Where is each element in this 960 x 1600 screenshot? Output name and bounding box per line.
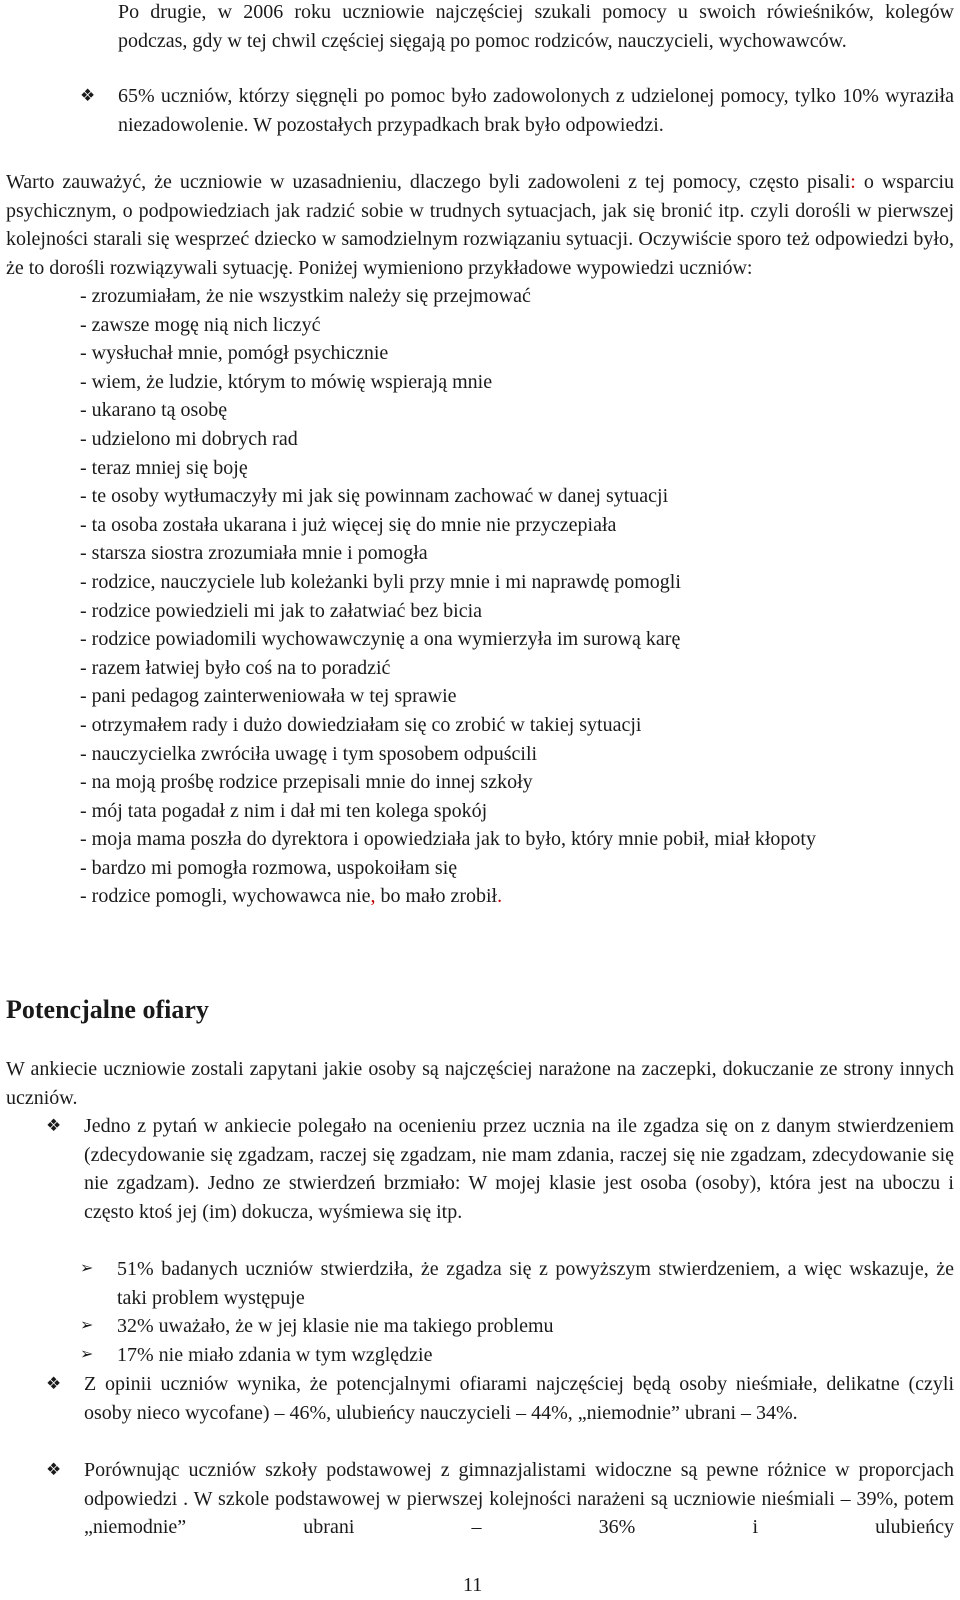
paragraph-w-ankiecie: W ankiecie uczniowie zostali zapytani jakie osoby są najczęściej narażone na zaczepki, dokuczanie ze strony innych uczniów.	[6, 1058, 954, 1109]
quote-item: - udzielono mi dobrych rad	[80, 427, 298, 450]
sub-item-text: 51% badanych uczniów stwierdziła, że zgadza się z powyższym stwierdzeniem, a więc wskazuje, że taki problem występuje	[117, 1258, 954, 1309]
red-colon: :	[850, 171, 856, 193]
quote-item: - mój tata pogadał z nim i dał mi ten kolega spokój	[80, 799, 488, 822]
diamond-bullet-icon: ❖	[46, 1116, 62, 1135]
quote-item: - nauczycielka zwróciła uwagę i tym sposobem odpuścili	[80, 742, 538, 765]
diamond-bullet-icon: ❖	[46, 1374, 62, 1393]
paragraph-warto-zauwazyc	[6, 168, 954, 282]
quote-item: - otrzymałem rady i dużo dowiedziałam się co zrobić w takiej sytuacji	[80, 713, 642, 736]
arrow-bullet-icon: ➢	[80, 1317, 94, 1334]
paragraph-po-drugie: Po drugie, w 2006 roku uczniowie najczęściej szukali pomocy u swoich rówieśników, kolegów podczas, gdy w tej chwil częściej sięgają po pomoc rodziców, nauczycieli, wychowawców.	[118, 1, 954, 52]
text-segment: bo mało zrobił	[375, 885, 498, 908]
quote-item: - teraz mniej się boję	[80, 456, 248, 479]
text-segment: o wsparciu psychicznym, o podpowiedziach jak radzić sobie w trudnych sytuacjach, jak się bronić itp. czyli dorośli w pierwszej kolejności starali się wesprzeć dziecko w samodzielnym rozwiązaniu sytuacji. Oczywiście sporo też odpowiedzi było, że to dorośli rozwiązywali sytuację. Poniżej wymieniono przykładowe wypowiedzi uczniów:	[6, 171, 955, 279]
sub-item-text: 32% uważało, że w jej klasie nie ma takiego problemu	[117, 1315, 554, 1337]
bullet-item-z-opinii	[46, 1370, 954, 1427]
text-segment: - rodzice pomogli, wychowawca nie	[80, 885, 371, 908]
bullet-text: Porównując uczniów szkoły podstawowej z gimnazjalistami widoczne są pewne różnice w proporcjach odpowiedzi . W szkole podstawowej w pierwszej kolejności narażeni są uczniowie nieśmiali – 39%, potem „niemodnie” ubrani – 36% i ulubieńcy	[84, 1459, 954, 1539]
quote-item-last	[80, 882, 954, 911]
quote-item: - rodzice powiadomili wychowawczynię a ona wymierzyła im surową karę	[80, 628, 681, 651]
sub-item-text: 17% nie miało zdania w tym względzie	[117, 1344, 433, 1366]
quote-item: - razem łatwiej było coś na to poradzić	[80, 656, 391, 679]
quote-item: - te osoby wytłumaczyły mi jak się powinnam zachować w danej sytuacji	[80, 485, 669, 508]
quote-item: - wysłuchał mnie, pomógł psychicznie	[80, 342, 389, 365]
arrow-bullet-icon: ➢	[80, 1346, 94, 1363]
sub-item-17-percent	[80, 1341, 954, 1370]
section-heading: Potencjalne ofiary	[6, 995, 209, 1024]
bullet-text: Jedno z pytań w ankiecie polegało na ocenieniu przez ucznia na ile zgadza się on z danym stwierdzeniem (zdecydowanie się zgadzam, raczej się zgadzam, nie mam zdania, raczej się nie zgadzam, zdecydowanie się nie zgadzam). Jedno ze stwierdzeń brzmiało: W mojej klasie jest osoba (osoby), która jest na uboczu i często ktoś jej (im) dokucza, wyśmiewa się itp.	[84, 1115, 954, 1223]
sub-item-32-percent	[80, 1312, 954, 1341]
quote-item: - ukarano tą osobę	[80, 399, 228, 422]
quote-item: - wiem, że ludzie, którym to mówię wspierają mnie	[80, 370, 493, 393]
quote-item: - rodzice, nauczyciele lub koleżanki byli przy mnie i mi naprawdę pomogli	[80, 570, 681, 593]
arrow-bullet-icon: ➢	[80, 1260, 94, 1277]
bullet-item-porownujac	[46, 1456, 954, 1542]
quote-item: - rodzice powiedzieli mi jak to załatwiać bez bicia	[80, 599, 483, 622]
text-segment: Warto zauważyć, że uczniowie w uzasadnieniu, dlaczego byli zadowoleni z tej pomocy, często pisali	[6, 171, 851, 193]
quote-item: - moja mama poszła do dyrektora i opowiedziała jak to było, który mnie pobił, miał kłopoty	[80, 828, 816, 851]
bullet-item-65-percent	[80, 82, 954, 139]
quote-item: - zawsze mogę nią nich liczyć	[80, 313, 321, 336]
bullet-text: 65% uczniów, którzy sięgnęli po pomoc było zadowolonych z udzielonej pomocy, tylko 10% wyraziła niezadowolenie. W pozostałych przypadkach brak było odpowiedzi.	[118, 85, 954, 136]
diamond-bullet-icon: ❖	[80, 86, 96, 105]
quote-item: - zrozumiałam, że nie wszystkim należy się przejmować	[80, 285, 531, 307]
red-comma: ,	[370, 885, 376, 908]
quote-item: - starsza siostra zrozumiała mnie i pomogła	[80, 542, 428, 565]
sub-item-51-percent	[80, 1255, 954, 1312]
student-quotes-list	[80, 282, 954, 911]
red-period: .	[497, 885, 503, 908]
diamond-bullet-icon: ❖	[46, 1460, 62, 1479]
quote-item: - bardzo mi pomogła rozmowa, uspokoiłam się	[80, 856, 458, 879]
page-number: 11	[463, 1574, 483, 1596]
quote-item: - na moją prośbę rodzice przepisali mnie do innej szkoły	[80, 771, 533, 794]
quote-item: - ta osoba została ukarana i już więcej się do mnie nie przyczepiała	[80, 513, 617, 536]
bullet-item-jedno-z-pytan	[46, 1112, 954, 1226]
quote-item: - pani pedagog zainterweniowała w tej sprawie	[80, 685, 457, 708]
bullet-text: Z opinii uczniów wynika, że potencjalnymi ofiarami najczęściej będą osoby nieśmiałe, delikatne (czyli osoby nieco wycofane) – 46%, ulubieńcy nauczycieli – 44%, „niemodnie” ubrani – 34%.	[84, 1373, 954, 1424]
